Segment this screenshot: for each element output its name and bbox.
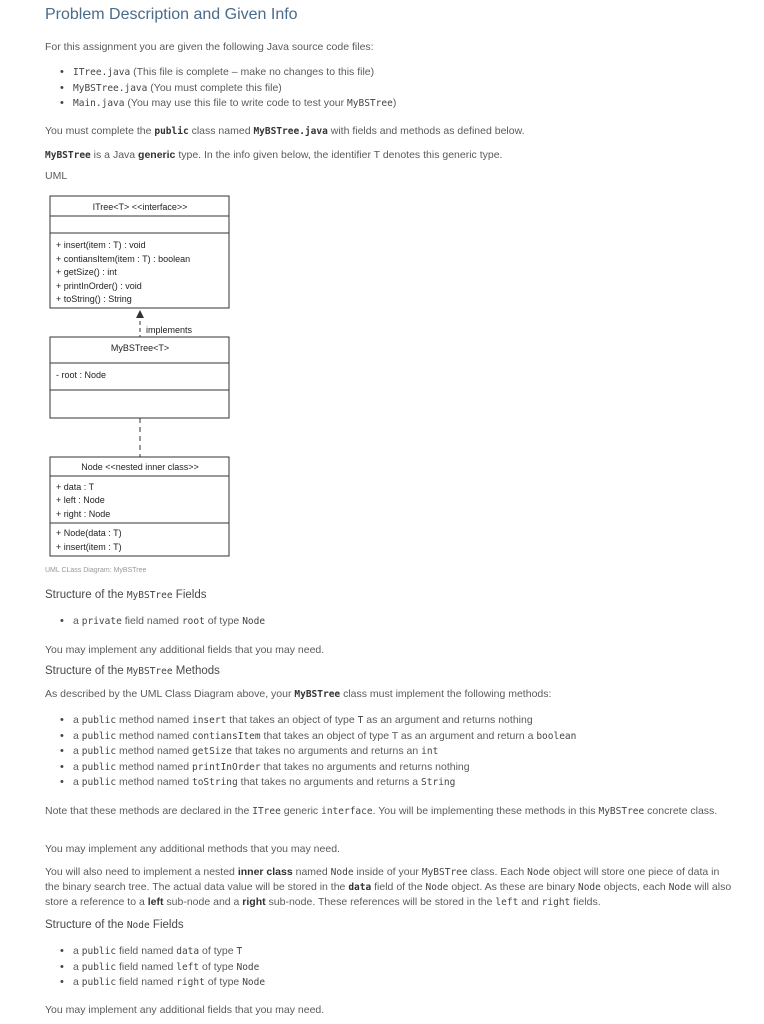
list-item: • a public method named insert that takes an object of type T as an argument and returns nothing	[55, 713, 576, 729]
mybstree-header: MyBSTree<T>	[110, 343, 170, 353]
methods-intro: As described by the UML Class Diagram above, your MyBSTree class must implement the following methods:	[45, 688, 552, 700]
itree-box	[50, 196, 229, 308]
list-item: • a public method named toString that takes no arguments and returns a String	[55, 775, 576, 791]
uml-caption: UML CLass Diagram: MyBSTree	[45, 567, 147, 574]
intro-text: For this assignment you are given the following Java source code files:	[45, 41, 374, 53]
list-item: • Main.java (You may use this file to write code to test your MyBSTree)	[55, 96, 396, 112]
list-item: • a public field named left of type Node	[55, 960, 265, 976]
list-item: • a public method named printInOrder that takes no arguments and returns nothing	[55, 760, 576, 776]
additional-fields-text: You may implement any additional fields that you may need.	[45, 644, 325, 656]
uml-method: + contiansItem(item : T) : boolean	[56, 254, 191, 264]
fields-heading: Structure of the MyBSTree Fields	[45, 589, 207, 601]
note-text: Note that these methods are declared in the ITree generic interface. You will be implementing these methods in this MyBSTree concrete class.	[45, 805, 718, 817]
node-fields-heading: Structure of the Node Fields	[45, 919, 184, 931]
list-item: • a public method named contiansItem that takes an object of type T as an argument and return a boolean	[55, 729, 576, 745]
uml-method: + insert(item : T)	[56, 542, 122, 552]
implements-label: implements	[146, 325, 193, 335]
uml-field: - root : Node	[56, 370, 107, 380]
list-item: • a public field named data of type T	[55, 944, 265, 960]
itree-header: ITree<T> <<interface>>	[92, 202, 188, 212]
list-item: • ITree.java (This file is complete – make no changes to this file)	[55, 65, 396, 81]
node-fields-list	[55, 944, 265, 991]
arrow-up-icon	[136, 310, 144, 318]
additional-methods-text: You may implement any additional methods that you may need.	[45, 843, 340, 855]
complete-line: You must complete the public class named MyBSTree.java with fields and methods as defined below.	[45, 125, 525, 137]
generic-line: MyBSTree is a Java generic type. In the info given below, the identifier T denotes this generic type.	[45, 149, 503, 161]
list-item: • a public method named getSize that takes no arguments and returns an int	[55, 744, 576, 760]
uml-label: UML	[45, 170, 68, 182]
methods-list	[55, 713, 576, 791]
page-title: Problem Description and Given Info	[45, 6, 298, 23]
list-item: • a private field named root of type Node	[55, 614, 265, 630]
node-header: Node <<nested inner class>>	[81, 462, 199, 472]
additional-fields-text-2: You may implement any additional fields that you may need.	[45, 1004, 325, 1016]
uml-method: + toString() : String	[56, 294, 132, 304]
uml-field: + right : Node	[56, 509, 111, 519]
uml-field: + left : Node	[56, 495, 105, 505]
list-item: • MyBSTree.java (You must complete this file)	[55, 81, 396, 97]
uml-method: + Node(data : T)	[56, 528, 122, 538]
uml-method: + printInOrder() : void	[56, 281, 142, 291]
uml-field: + data : T	[56, 482, 95, 492]
methods-heading: Structure of the MyBSTree Methods	[45, 665, 220, 677]
list-item: • a public field named right of type Node	[55, 975, 265, 991]
nested-class-text: You will also need to implement a nested inner class named Node inside of your MyBSTree class. Each Node object will store one piece of data in the binary search tree. The actual data value will be stored in the data field of the Node object. As these are binary Node objects, each Node will also store a reference to a left sub-node and a right sub-node. These references will be stored in the left and right fields.	[45, 866, 732, 908]
uml-method: + getSize() : int	[56, 267, 117, 277]
fields-list	[55, 614, 265, 630]
uml-method: + insert(item : T) : void	[56, 240, 146, 250]
